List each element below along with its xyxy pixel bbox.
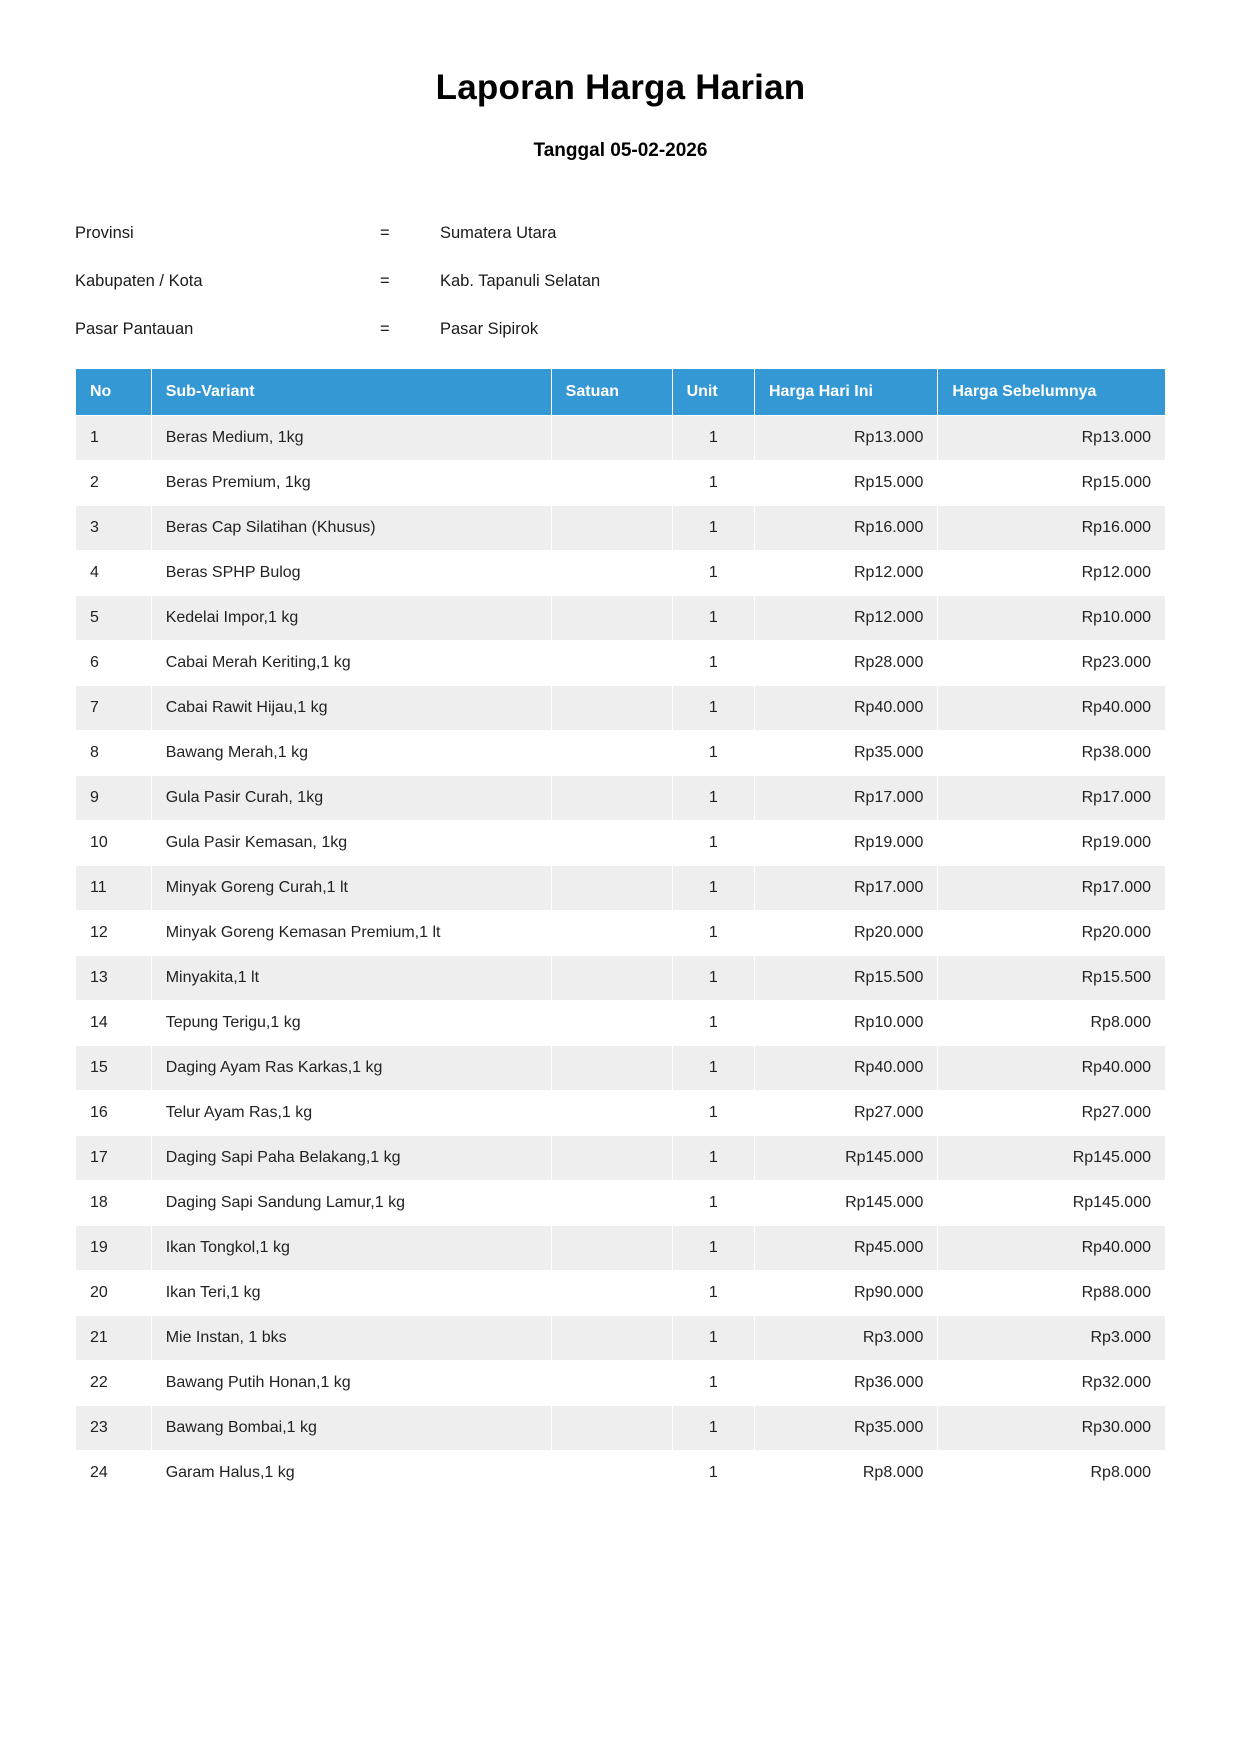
cell-no: 9 <box>76 776 152 821</box>
cell-harga-sebelumnya: Rp16.000 <box>938 506 1166 551</box>
page-title: Laporan Harga Harian <box>435 68 806 107</box>
column-header-unit: Unit <box>672 369 754 416</box>
cell-harga-sebelumnya: Rp12.000 <box>938 551 1166 596</box>
cell-sub-variant: Cabai Merah Keriting,1 kg <box>151 641 551 686</box>
cell-unit: 1 <box>672 551 754 596</box>
cell-harga-hari-ini: Rp3.000 <box>754 1316 937 1361</box>
table-header-row <box>76 369 1166 416</box>
cell-sub-variant: Beras SPHP Bulog <box>151 551 551 596</box>
cell-satuan <box>551 686 672 731</box>
cell-unit: 1 <box>672 1181 754 1226</box>
cell-no: 3 <box>76 506 152 551</box>
cell-no: 22 <box>76 1361 152 1406</box>
cell-no: 19 <box>76 1226 152 1271</box>
cell-unit: 1 <box>672 686 754 731</box>
cell-satuan <box>551 731 672 776</box>
cell-harga-hari-ini: Rp145.000 <box>754 1181 937 1226</box>
cell-harga-hari-ini: Rp10.000 <box>754 1001 937 1046</box>
table-row <box>76 641 1166 686</box>
cell-sub-variant: Gula Pasir Curah, 1kg <box>151 776 551 821</box>
cell-harga-sebelumnya: Rp13.000 <box>938 416 1166 461</box>
meta-equals: = <box>380 320 390 338</box>
cell-no: 15 <box>76 1046 152 1091</box>
cell-harga-sebelumnya: Rp40.000 <box>938 1226 1166 1271</box>
cell-harga-hari-ini: Rp35.000 <box>754 1406 937 1451</box>
cell-satuan <box>551 1091 672 1136</box>
cell-satuan <box>551 551 672 596</box>
table-body <box>76 416 1166 1496</box>
cell-sub-variant: Mie Instan, 1 bks <box>151 1316 551 1361</box>
cell-no: 17 <box>76 1136 152 1181</box>
meta-value: Pasar Sipirok <box>440 320 539 338</box>
cell-unit: 1 <box>672 461 754 506</box>
cell-harga-hari-ini: Rp13.000 <box>754 416 937 461</box>
cell-harga-hari-ini: Rp27.000 <box>754 1091 937 1136</box>
cell-unit: 1 <box>672 1316 754 1361</box>
cell-satuan <box>551 641 672 686</box>
meta-label: Kabupaten / Kota <box>75 272 203 290</box>
table-header <box>76 369 1166 416</box>
cell-satuan <box>551 1271 672 1316</box>
cell-harga-hari-ini: Rp145.000 <box>754 1136 937 1181</box>
table-row <box>76 776 1166 821</box>
cell-no: 10 <box>76 821 152 866</box>
cell-sub-variant: Ikan Teri,1 kg <box>151 1271 551 1316</box>
cell-no: 1 <box>76 416 152 461</box>
cell-harga-sebelumnya: Rp40.000 <box>938 1046 1166 1091</box>
cell-satuan <box>551 1136 672 1181</box>
cell-satuan <box>551 1451 672 1496</box>
cell-satuan <box>551 416 672 461</box>
cell-sub-variant: Garam Halus,1 kg <box>151 1451 551 1496</box>
cell-unit: 1 <box>672 506 754 551</box>
cell-unit: 1 <box>672 776 754 821</box>
cell-no: 8 <box>76 731 152 776</box>
cell-satuan <box>551 1316 672 1361</box>
table-row <box>76 1406 1166 1451</box>
cell-unit: 1 <box>672 1091 754 1136</box>
cell-harga-hari-ini: Rp17.000 <box>754 866 937 911</box>
table-row <box>76 416 1166 461</box>
cell-sub-variant: Telur Ayam Ras,1 kg <box>151 1091 551 1136</box>
meta-row-pasar-pantauan <box>75 320 1166 339</box>
table-row <box>76 1271 1166 1316</box>
column-header-harga-sebelumnya: Harga Sebelumnya <box>938 369 1166 416</box>
cell-sub-variant: Daging Sapi Sandung Lamur,1 kg <box>151 1181 551 1226</box>
cell-unit: 1 <box>672 866 754 911</box>
cell-harga-sebelumnya: Rp38.000 <box>938 731 1166 776</box>
cell-sub-variant: Minyak Goreng Kemasan Premium,1 lt <box>151 911 551 956</box>
table-row <box>76 1316 1166 1361</box>
cell-sub-variant: Bawang Putih Honan,1 kg <box>151 1361 551 1406</box>
cell-no: 2 <box>76 461 152 506</box>
cell-no: 13 <box>76 956 152 1001</box>
table-row <box>76 821 1166 866</box>
cell-harga-sebelumnya: Rp30.000 <box>938 1406 1166 1451</box>
cell-unit: 1 <box>672 1406 754 1451</box>
cell-sub-variant: Tepung Terigu,1 kg <box>151 1001 551 1046</box>
cell-harga-sebelumnya: Rp15.000 <box>938 461 1166 506</box>
cell-harga-hari-ini: Rp15.000 <box>754 461 937 506</box>
cell-sub-variant: Beras Cap Silatihan (Khusus) <box>151 506 551 551</box>
table-row <box>76 1451 1166 1496</box>
cell-harga-sebelumnya: Rp19.000 <box>938 821 1166 866</box>
table-row <box>76 1361 1166 1406</box>
cell-no: 23 <box>76 1406 152 1451</box>
cell-harga-hari-ini: Rp17.000 <box>754 776 937 821</box>
meta-equals: = <box>380 224 390 242</box>
cell-harga-sebelumnya: Rp145.000 <box>938 1136 1166 1181</box>
table-row <box>76 866 1166 911</box>
cell-harga-sebelumnya: Rp17.000 <box>938 866 1166 911</box>
cell-unit: 1 <box>672 731 754 776</box>
cell-harga-sebelumnya: Rp145.000 <box>938 1181 1166 1226</box>
cell-harga-hari-ini: Rp40.000 <box>754 1046 937 1091</box>
cell-no: 7 <box>76 686 152 731</box>
report-date: Tanggal 05-02-2026 <box>533 140 708 161</box>
table-row <box>76 956 1166 1001</box>
cell-harga-sebelumnya: Rp8.000 <box>938 1001 1166 1046</box>
cell-satuan <box>551 461 672 506</box>
cell-satuan <box>551 1046 672 1091</box>
cell-unit: 1 <box>672 956 754 1001</box>
cell-harga-hari-ini: Rp12.000 <box>754 596 937 641</box>
cell-no: 4 <box>76 551 152 596</box>
meta-equals: = <box>380 272 390 290</box>
cell-unit: 1 <box>672 596 754 641</box>
cell-harga-hari-ini: Rp20.000 <box>754 911 937 956</box>
cell-unit: 1 <box>672 1361 754 1406</box>
report-meta <box>75 224 1166 339</box>
cell-harga-sebelumnya: Rp10.000 <box>938 596 1166 641</box>
cell-harga-hari-ini: Rp45.000 <box>754 1226 937 1271</box>
cell-harga-hari-ini: Rp16.000 <box>754 506 937 551</box>
table-row <box>76 1136 1166 1181</box>
table-row <box>76 911 1166 956</box>
column-header-no: No <box>76 369 152 416</box>
cell-no: 5 <box>76 596 152 641</box>
meta-value: Sumatera Utara <box>440 224 557 242</box>
cell-harga-sebelumnya: Rp32.000 <box>938 1361 1166 1406</box>
cell-satuan <box>551 1181 672 1226</box>
cell-satuan <box>551 821 672 866</box>
cell-sub-variant: Daging Ayam Ras Karkas,1 kg <box>151 1046 551 1091</box>
cell-harga-hari-ini: Rp36.000 <box>754 1361 937 1406</box>
cell-sub-variant: Gula Pasir Kemasan, 1kg <box>151 821 551 866</box>
meta-value: Kab. Tapanuli Selatan <box>440 272 601 290</box>
column-header-satuan: Satuan <box>551 369 672 416</box>
cell-unit: 1 <box>672 1226 754 1271</box>
cell-unit: 1 <box>672 911 754 956</box>
cell-harga-sebelumnya: Rp20.000 <box>938 911 1166 956</box>
cell-unit: 1 <box>672 416 754 461</box>
cell-harga-sebelumnya: Rp23.000 <box>938 641 1166 686</box>
cell-unit: 1 <box>672 821 754 866</box>
cell-harga-hari-ini: Rp28.000 <box>754 641 937 686</box>
table-row <box>76 1091 1166 1136</box>
meta-label: Provinsi <box>75 224 134 242</box>
cell-satuan <box>551 1406 672 1451</box>
cell-harga-hari-ini: Rp15.500 <box>754 956 937 1001</box>
cell-satuan <box>551 956 672 1001</box>
cell-sub-variant: Kedelai Impor,1 kg <box>151 596 551 641</box>
table-row <box>76 1001 1166 1046</box>
cell-unit: 1 <box>672 1451 754 1496</box>
cell-no: 11 <box>76 866 152 911</box>
cell-satuan <box>551 1226 672 1271</box>
cell-no: 18 <box>76 1181 152 1226</box>
price-table <box>75 368 1166 1496</box>
cell-unit: 1 <box>672 641 754 686</box>
table-row <box>76 1181 1166 1226</box>
cell-satuan <box>551 596 672 641</box>
cell-sub-variant: Bawang Bombai,1 kg <box>151 1406 551 1451</box>
cell-harga-sebelumnya: Rp27.000 <box>938 1091 1166 1136</box>
cell-harga-sebelumnya: Rp88.000 <box>938 1271 1166 1316</box>
cell-harga-hari-ini: Rp19.000 <box>754 821 937 866</box>
cell-satuan <box>551 866 672 911</box>
cell-harga-sebelumnya: Rp17.000 <box>938 776 1166 821</box>
cell-unit: 1 <box>672 1136 754 1181</box>
cell-no: 24 <box>76 1451 152 1496</box>
cell-no: 6 <box>76 641 152 686</box>
cell-harga-hari-ini: Rp35.000 <box>754 731 937 776</box>
meta-row-provinsi <box>75 224 1166 243</box>
cell-harga-sebelumnya: Rp8.000 <box>938 1451 1166 1496</box>
table-row <box>76 461 1166 506</box>
cell-no: 14 <box>76 1001 152 1046</box>
cell-no: 12 <box>76 911 152 956</box>
table-row <box>76 551 1166 596</box>
cell-sub-variant: Bawang Merah,1 kg <box>151 731 551 776</box>
table-row <box>76 686 1166 731</box>
column-header-harga-hari-ini: Harga Hari Ini <box>754 369 937 416</box>
cell-unit: 1 <box>672 1001 754 1046</box>
cell-satuan <box>551 506 672 551</box>
cell-harga-hari-ini: Rp90.000 <box>754 1271 937 1316</box>
cell-harga-hari-ini: Rp12.000 <box>754 551 937 596</box>
cell-harga-sebelumnya: Rp40.000 <box>938 686 1166 731</box>
cell-harga-sebelumnya: Rp3.000 <box>938 1316 1166 1361</box>
cell-sub-variant: Daging Sapi Paha Belakang,1 kg <box>151 1136 551 1181</box>
meta-row-kabupaten-kota <box>75 272 1166 291</box>
cell-sub-variant: Minyak Goreng Curah,1 lt <box>151 866 551 911</box>
column-header-sub-variant: Sub-Variant <box>151 369 551 416</box>
cell-satuan <box>551 911 672 956</box>
cell-sub-variant: Minyakita,1 lt <box>151 956 551 1001</box>
table-row <box>76 1046 1166 1091</box>
cell-satuan <box>551 1361 672 1406</box>
cell-sub-variant: Ikan Tongkol,1 kg <box>151 1226 551 1271</box>
cell-satuan <box>551 1001 672 1046</box>
cell-unit: 1 <box>672 1046 754 1091</box>
table-row <box>76 506 1166 551</box>
cell-satuan <box>551 776 672 821</box>
cell-no: 21 <box>76 1316 152 1361</box>
table-row <box>76 1226 1166 1271</box>
cell-no: 20 <box>76 1271 152 1316</box>
cell-sub-variant: Beras Premium, 1kg <box>151 461 551 506</box>
cell-harga-hari-ini: Rp40.000 <box>754 686 937 731</box>
cell-harga-hari-ini: Rp8.000 <box>754 1451 937 1496</box>
cell-unit: 1 <box>672 1271 754 1316</box>
cell-sub-variant: Beras Medium, 1kg <box>151 416 551 461</box>
cell-no: 16 <box>76 1091 152 1136</box>
table-row <box>76 596 1166 641</box>
cell-harga-sebelumnya: Rp15.500 <box>938 956 1166 1001</box>
cell-sub-variant: Cabai Rawit Hijau,1 kg <box>151 686 551 731</box>
table-row <box>76 731 1166 776</box>
meta-label: Pasar Pantauan <box>75 320 194 338</box>
